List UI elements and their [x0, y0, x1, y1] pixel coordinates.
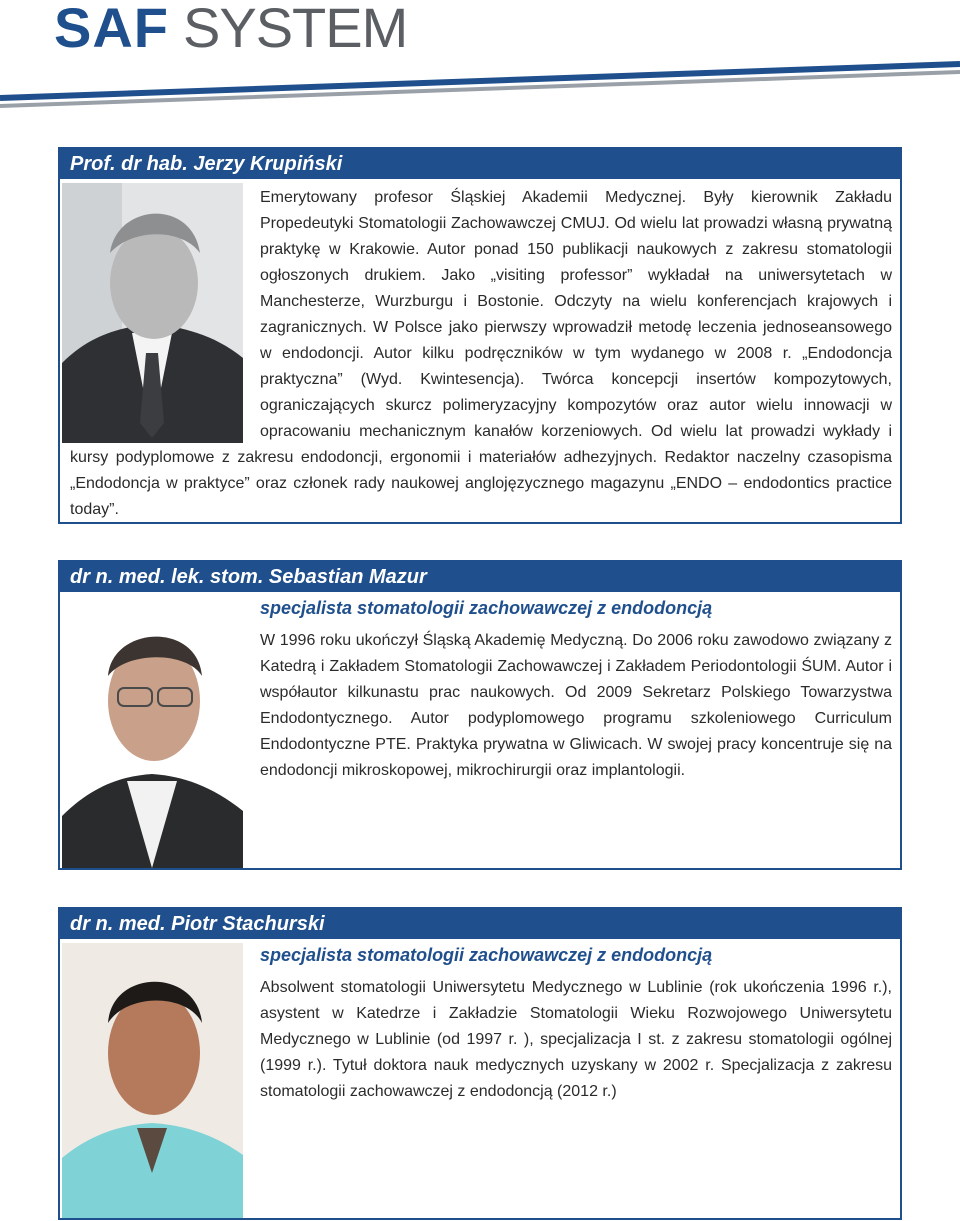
portrait-photo-stachurski [62, 943, 243, 1218]
bio-body: Emerytowany profesor Śląskiej Akademii Medycznej. Były kierownik Zakładu Propedeutyki Stomatologii Zachowawczej CMUJ. Od wielu lat prowadzi własną prywatną praktykę w Krakowie. Autor ponad 150 publikacji naukowych z zakresu stomatologii ogłoszonych drukiem. Jako „visiting professor” wykładał na uniwersytetach w Manchesterze, Wurzburgu i Bostonie. Odczyty na wielu konferencjach krajowych i zagranicznych. W Polsce jako pierwszy wprowadził metodę leczenia jednoseansowego w endodoncji. Autor kilku podręczników w tym wydanego w 2008 r. „Endodoncja praktyczna” (Wyd. Kwintesencja). Twórca koncepcji insertów kompozytowych, ograniczających skurcz polimeryzacyjny kompozytów oraz autor wielu innowacji w opracowaniu mechanicznym kanałów korzeniowych. Od wielu lat prowadzi wykłady i kursy podyplomowe z zakresu endodoncji, ergonomii i materiałów adhezyjnych. Redaktor naczelny czasopisma „Endodoncja w praktyce” oraz członek rady naukowej anglojęzycznego magazynu „ENDO – endodontics practice today”. [70, 189, 892, 518]
profile-card-krupinski [58, 147, 902, 524]
logo-system-text: SYSTEM [183, 0, 408, 59]
specialty-label: specjalista stomatologii zachowawczej z endodoncją [260, 598, 713, 618]
header-swoosh-decoration [0, 60, 960, 110]
profile-name-heading: dr n. med. Piotr Stachurski [60, 909, 900, 939]
profile-card-stachurski [58, 907, 902, 1220]
bio-text-krupinski [70, 185, 892, 523]
photo-spacer [70, 185, 260, 445]
bio-text-mazur: W 1996 roku ukończył Śląską Akademię Medyczną. Do 2006 roku zawodowo związany z Katedrą i Zakładem Stomatologii Zachowawczej i Zakładem Periodontologii ŚUM. Autor i współautor kilkunastu prac naukowych. Od 2009 Sekretarz Polskiego Towarzystwa Endodontycznego. Autor podyplomowego programu szkoleniowego Curriculum Endodontyczne PTE. Praktyka prywatna w Gliwicach. W swojej pracy koncentruje się na endodoncji mikroskopowej, mikrochirurgii oraz implantologii. [260, 632, 892, 779]
profile-card-mazur [58, 560, 902, 870]
logo-saf-text: SAF [54, 0, 169, 59]
portrait-photo-mazur [62, 596, 243, 868]
bio-text-stachurski: Absolwent stomatologii Uniwersytetu Medycznego w Lublinie (rok ukończenia 1996 r.), asystent w Katedrze i Zakładzie Stomatologii Wieku Rozwojowego Uniwersytetu Medycznego w Lublinie (od 1997 r. ), specjalizacja I st. z zakresu stomatologii ogólnej (1999 r.). Tytuł doktora nauk medycznych uzyskany w 2002 r. Specjalizacja z zakresu stomatologii zachowawczej z endodoncją (2012 r.) [260, 979, 892, 1100]
saf-system-logo [54, 0, 408, 59]
specialty-label: specjalista stomatologii zachowawczej z endodoncją [260, 945, 713, 965]
profile-name-heading: Prof. dr hab. Jerzy Krupiński [60, 149, 900, 179]
profile-name-heading: dr n. med. lek. stom. Sebastian Mazur [60, 562, 900, 592]
